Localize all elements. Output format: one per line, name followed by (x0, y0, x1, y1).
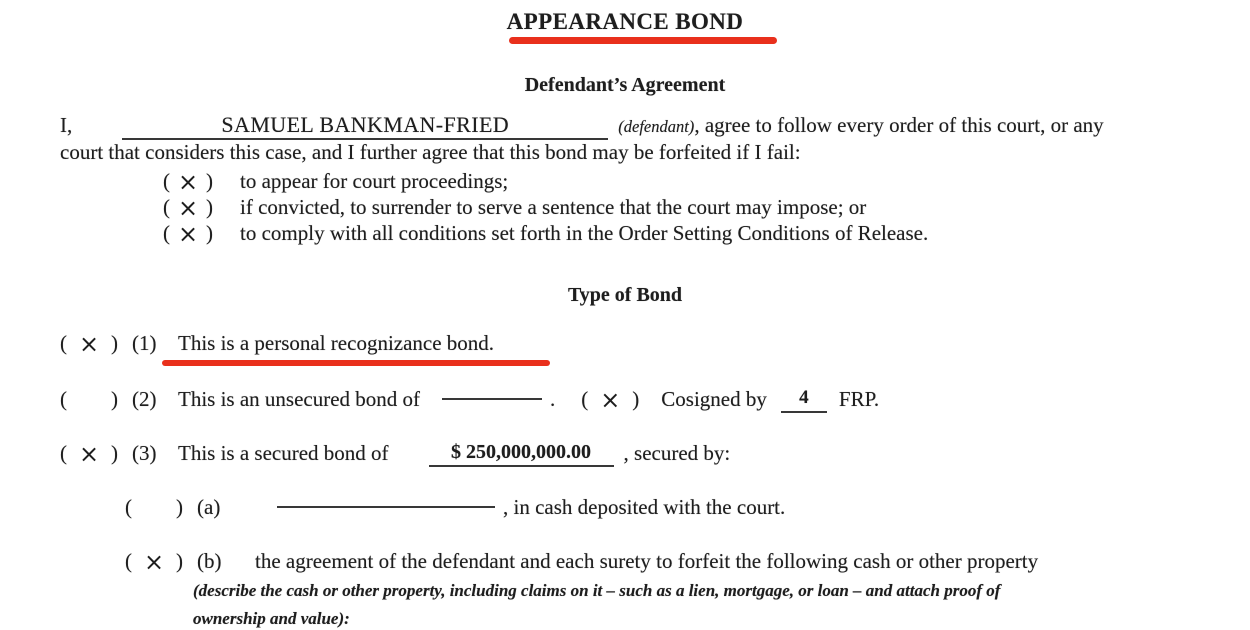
paren-open: ( (163, 169, 170, 193)
paren-close: ) (632, 387, 640, 411)
paren-open: ( (125, 549, 132, 573)
defendant-label: (defendant) (618, 117, 695, 136)
bond-option-3-text: This is a secured bond of (178, 441, 389, 465)
bond-suboption-b-text: the agreement of the defendant and each surety to forfeit the following cash or other property (255, 549, 1039, 573)
bond-suboption-b (125, 548, 1038, 574)
bond-option-2 (60, 385, 879, 413)
type-of-bond-heading: Type of Bond (567, 284, 683, 306)
check-mark-icon: × (78, 440, 100, 468)
bond-option-1-text: This is a personal recognizance bond. (178, 331, 495, 355)
cash-amount-blank-field (277, 506, 495, 508)
check-mark-icon: × (78, 330, 100, 358)
agreement-item-text: to comply with all conditions set forth in the Order Setting Conditions of Release. (240, 221, 929, 245)
bond-option-1 (60, 330, 494, 356)
describe-property-note-line-1: (describe the cash or other property, including claims on it – such as a lien, mortgage, or loan – and attach proof of (193, 581, 1001, 600)
bond-option-3 (60, 439, 730, 467)
checkbox-unchecked (125, 494, 183, 520)
title-underline-highlight (509, 37, 777, 44)
checkbox-checked (60, 330, 118, 356)
paren-open: ( (60, 387, 67, 411)
checkbox-unchecked (60, 386, 118, 412)
paren-close: ) (205, 195, 213, 219)
document-title: APPEARANCE BOND (506, 9, 744, 34)
agreement-conditions-list (163, 168, 928, 246)
check-mark-icon: × (177, 194, 199, 222)
option-number: (2) (132, 387, 157, 411)
agreement-item (163, 168, 928, 194)
paren-close: ) (205, 221, 213, 245)
intro-line-1 (60, 112, 1104, 140)
defendants-agreement-heading: Defendant’s Agreement (524, 74, 726, 96)
option-number: (b) (197, 549, 222, 573)
cash-deposited-label: , in cash deposited with the court. (503, 495, 786, 519)
paren-close: ) (110, 331, 118, 355)
paren-open: ( (163, 221, 170, 245)
paren-close: ) (176, 495, 183, 519)
agreement-item-text: if convicted, to surrender to serve a sentence that the court may impose; or (240, 195, 867, 219)
frp-label: FRP. (838, 387, 880, 411)
intro-line1-tail: , agree to follow every order of this court, or any (694, 113, 1104, 137)
paren-open: ( (60, 441, 67, 465)
secured-by-label: , secured by: (623, 441, 731, 465)
intro-pronoun: I, (60, 113, 73, 137)
paren-open: ( (581, 387, 589, 411)
paren-close: ) (110, 441, 118, 465)
defendant-name-field: SAMUEL BANKMAN-FRIED (122, 112, 608, 140)
cosigner-count-field: 4 (781, 385, 827, 413)
recognizance-underline-highlight (162, 360, 550, 366)
option-number: (1) (132, 331, 157, 355)
bond-suboption-a (125, 494, 785, 520)
cosigned-by-label: Cosigned by (661, 387, 767, 411)
checkbox-checked (163, 194, 213, 220)
secured-amount-field: $ 250,000,000.00 (429, 439, 614, 467)
check-mark-icon: × (600, 386, 621, 414)
option-number: (3) (132, 441, 157, 465)
paren-open: ( (60, 331, 67, 355)
checkbox-checked (163, 220, 213, 246)
agreement-item-text: to appear for court proceedings; (240, 169, 509, 193)
checkbox-checked (125, 548, 183, 574)
checkbox-checked (60, 440, 118, 466)
paren-close: ) (111, 387, 118, 411)
agreement-item (163, 194, 928, 220)
paren-close: ) (175, 549, 183, 573)
unsecured-amount-blank-field (442, 398, 542, 400)
paren-open: ( (125, 495, 132, 519)
option-number: (a) (197, 495, 221, 519)
check-mark-icon: × (177, 220, 199, 248)
intro-line-2: court that considers this case, and I further agree that this bond may be forfeited if I fail: (60, 140, 801, 164)
check-mark-icon: × (177, 168, 199, 196)
checkbox-checked (581, 386, 639, 412)
checkbox-checked (163, 168, 213, 194)
check-mark-icon: × (143, 548, 165, 576)
agreement-item (163, 220, 928, 246)
describe-property-note-line-2: ownership and value): (193, 609, 350, 628)
paren-open: ( (163, 195, 170, 219)
paren-close: ) (205, 169, 213, 193)
bond-option-2-text: This is an unsecured bond of (178, 387, 421, 411)
period: . (550, 387, 556, 411)
